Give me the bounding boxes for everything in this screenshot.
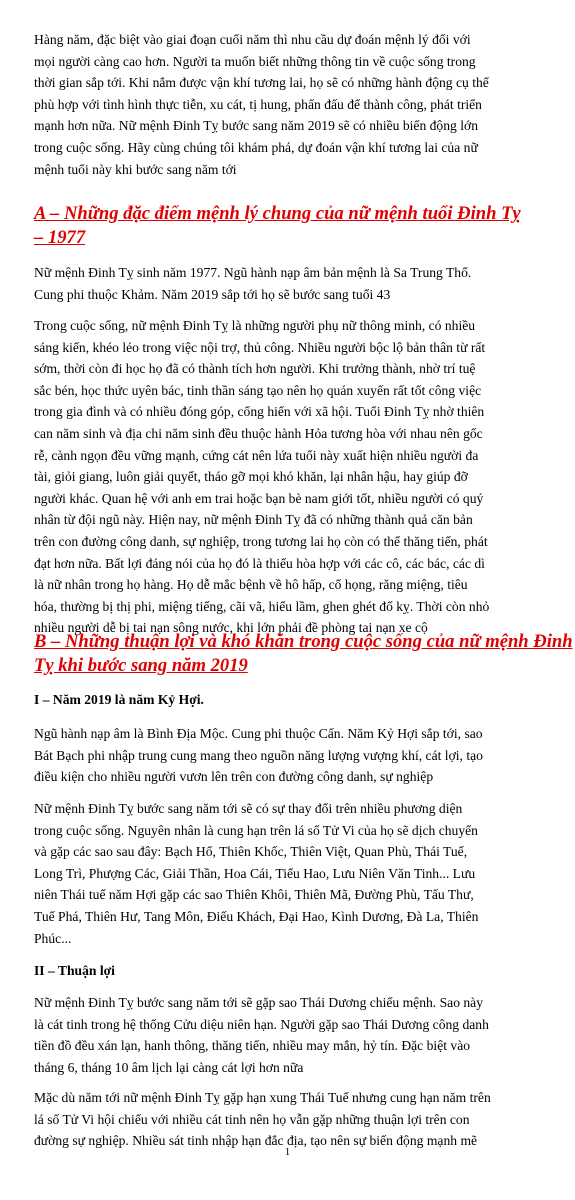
heading-line: A – Những đặc điểm mệnh lý chung của nữ mệnh tuổi Đinh Tỵ	[34, 203, 521, 224]
page-number: 1	[284, 1146, 291, 1158]
text-line: sắc bén, học thức uyên bác, tinh thần sáng tạo nên họ quán xuyến rất tốt công việc	[34, 382, 482, 398]
text-line: Nữ mệnh Đinh Tỵ bước sang năm tới sẽ có sự thay đổi trên nhiều phương diện	[34, 801, 463, 816]
text-line: mạnh hơn nữa. Nữ mệnh Đinh Tỵ bước sang năm 2019 sẽ có nhiều biến động lớn	[34, 118, 478, 134]
text-line: trong cuộc sống. Hãy cùng chúng tôi khám phá, dự đoán vận khí tương lai của nữ	[34, 139, 478, 155]
text-line: rễ, cành ngọn đều vững mạnh, cứng cát nên lứa tuổi này xuất hiện nhiều người đa	[34, 447, 479, 463]
section-a-paragraph-2	[34, 315, 544, 639]
section-a-paragraph-1	[34, 262, 544, 305]
subsection-b1-heading: I – Năm 2019 là năm Kỷ Hợi.	[34, 692, 204, 707]
text-line: can năm sinh và địa chi năm sinh đều thuộc hành Hỏa tương hòa với nhau nên gốc	[34, 425, 483, 441]
text-line: Nữ mệnh Đinh Tỵ sinh năm 1977. Ngũ hành nạp âm bản mệnh là Sa Trung Thổ.	[34, 265, 472, 280]
text-line: và gặp các sao sau đây: Bạch Hổ, Thiên Khốc, Thiên Việt, Quan Phù, Thái Tuế,	[34, 844, 468, 860]
heading-line: B – Những thuận lợi và khó khăn trong cuộc sống của nữ mệnh Đinh	[34, 631, 573, 652]
heading-line: – 1977	[34, 227, 86, 248]
text-line: mệnh tuổi này khi bước sang năm tới	[34, 161, 237, 177]
text-line: nhân từ đội ngũ này. Hiện nay, nữ mệnh Đinh Tỵ đã có những thành quả căn bản	[34, 512, 473, 528]
subsection-b2-heading: II – Thuận lợi	[34, 963, 115, 978]
text-line: lá số Tử Vi hội chiếu với nhiều cát tinh nên họ vẫn gặp những thuận lợi trên con	[34, 1111, 470, 1127]
text-line: Hàng năm, đặc biệt vào giai đoạn cuối năm thì nhu cầu dự đoán mệnh lý đối với	[34, 32, 471, 47]
text-line: tiền đồ đều xán lạn, hanh thông, thăng tiến, nhiều may mắn, hỷ tín. Đặc biệt vào	[34, 1038, 471, 1054]
text-line: sáng kiến, khéo léo trong việc nội trợ, thủ công. Nhiều người bộc lộ bản thân từ rất	[34, 339, 486, 355]
text-line: trên con đường công danh, sự nghiệp, trong tương lai họ còn có thể thăng tiến, phát	[34, 533, 488, 549]
text-line: mọi người càng cao hơn. Người ta muốn biết những thông tin về cuộc sống trong	[34, 53, 476, 69]
section-b1-paragraph-1	[34, 723, 544, 788]
text-line: tháng 6, tháng 10 âm lịch lại càng cát lợi hơn nữa	[34, 1059, 304, 1075]
text-line: Nữ mệnh Đinh Tỵ bước sang năm tới sẽ gặp sao Thái Dương chiếu mệnh. Sao này	[34, 995, 484, 1010]
text-line: Phúc...	[34, 930, 72, 946]
text-line: người khác. Quan hệ với anh em trai hoặc bạn bè nam giới tốt, nhiều người có quý	[34, 490, 484, 506]
text-line: trong cuộc sống. Nguyên nhân là cung hạn trên lá số Tử Vi của họ sẽ dịch chuyển	[34, 822, 478, 838]
text-line: Ngũ hành nạp âm là Bình Địa Mộc. Cung phi thuộc Cấn. Năm Kỷ Hợi sắp tới, sao	[34, 726, 483, 741]
text-line: Long Trì, Phượng Các, Giải Thần, Hoa Cái, Tiểu Hao, Lưu Niên Văn Tinh... Lưu	[34, 865, 476, 881]
intro-paragraph	[34, 29, 544, 180]
text-line: Bát Bạch phi nhập trung cung mang theo nguồn năng lượng vượng khí, cát lợi, tạo	[34, 747, 483, 763]
heading-line: Tỵ khi bước sang năm 2019	[34, 655, 248, 676]
text-line: điều kiện cho nhiều người vươn lên trên con đường công danh, sự nghiệp	[34, 769, 434, 785]
text-line: Cung phi thuộc Khảm. Năm 2019 sắp tới họ sẽ bước sang tuổi 43	[34, 286, 391, 302]
text-line: tài, giỏi giang, luôn giải quyết, tháo gỡ mọi khó khăn, lại nhân hậu, hay giúp đỡ	[34, 469, 468, 485]
text-line: Tuế Phá, Thiên Hư, Tang Môn, Điếu Khách, Đại Hao, Kình Dương, Đà La, Thiên	[34, 908, 479, 924]
text-line: niên Thái tuế năm Hợi gặp các sao Thiên Khôi, Thiên Mã, Đường Phù, Tấu Thư,	[34, 887, 474, 903]
text-line: Trong cuộc sống, nữ mệnh Đinh Tỵ là những người phụ nữ thông minh, có nhiều	[34, 318, 476, 333]
section-b1-paragraph-2	[34, 798, 544, 949]
text-line: Mặc dù năm tới nữ mệnh Đinh Tỵ gặp hạn xung Thái Tuế nhưng cung hạn năm trên	[34, 1090, 491, 1105]
section-a-heading	[34, 202, 544, 250]
text-line: thời gian sắp tới. Khi nắm được vận khí tương lai, họ sẽ có những hành động cụ thể	[34, 75, 489, 91]
text-line: hóa, thường bị thị phi, miệng tiếng, cãi vã, hiểu lầm, ghen ghét đố kỵ. Thời còn nhỏ	[34, 598, 490, 614]
text-line: phù hợp với tình hình thực tiễn, xu cát, tị hung, phấn đấu để thành công, phát triển	[34, 96, 482, 112]
section-b-heading	[34, 630, 573, 678]
text-line: trong gia đình và có nhiều đóng góp, cống hiến với xã hội. Tuổi Đinh Tỵ nhờ thiên	[34, 404, 485, 420]
text-line: sớm, thời còn đi học họ đã có thành tích hơn người. Khi trưởng thành, nhờ trí tuệ	[34, 361, 476, 377]
text-line: là cát tinh trong hệ thống Cửu diệu niên hạn. Người gặp sao Thái Dương công danh	[34, 1016, 489, 1032]
text-line: đạt hơn nữa. Bất lợi đáng nói của họ đó là thiếu hòa hợp với các cô, các bác, các dì	[34, 555, 485, 571]
text-line: là nữ nhân trong họ hàng. Họ dễ mắc bệnh về hô hấp, cổ họng, răng miệng, tiêu	[34, 577, 468, 593]
section-b2-paragraph-2	[34, 1087, 544, 1152]
text-line: đường sự nghiệp. Nhiều sát tinh nhập hạn đắc địa, tạo nên sự biến động mạnh mẽ	[34, 1133, 478, 1149]
text-line: nhiều người dễ bị tai nạn sông nước, khi lớn phải đề phòng tai nạn xe cộ	[34, 620, 428, 636]
section-b2-paragraph-1	[34, 992, 544, 1078]
